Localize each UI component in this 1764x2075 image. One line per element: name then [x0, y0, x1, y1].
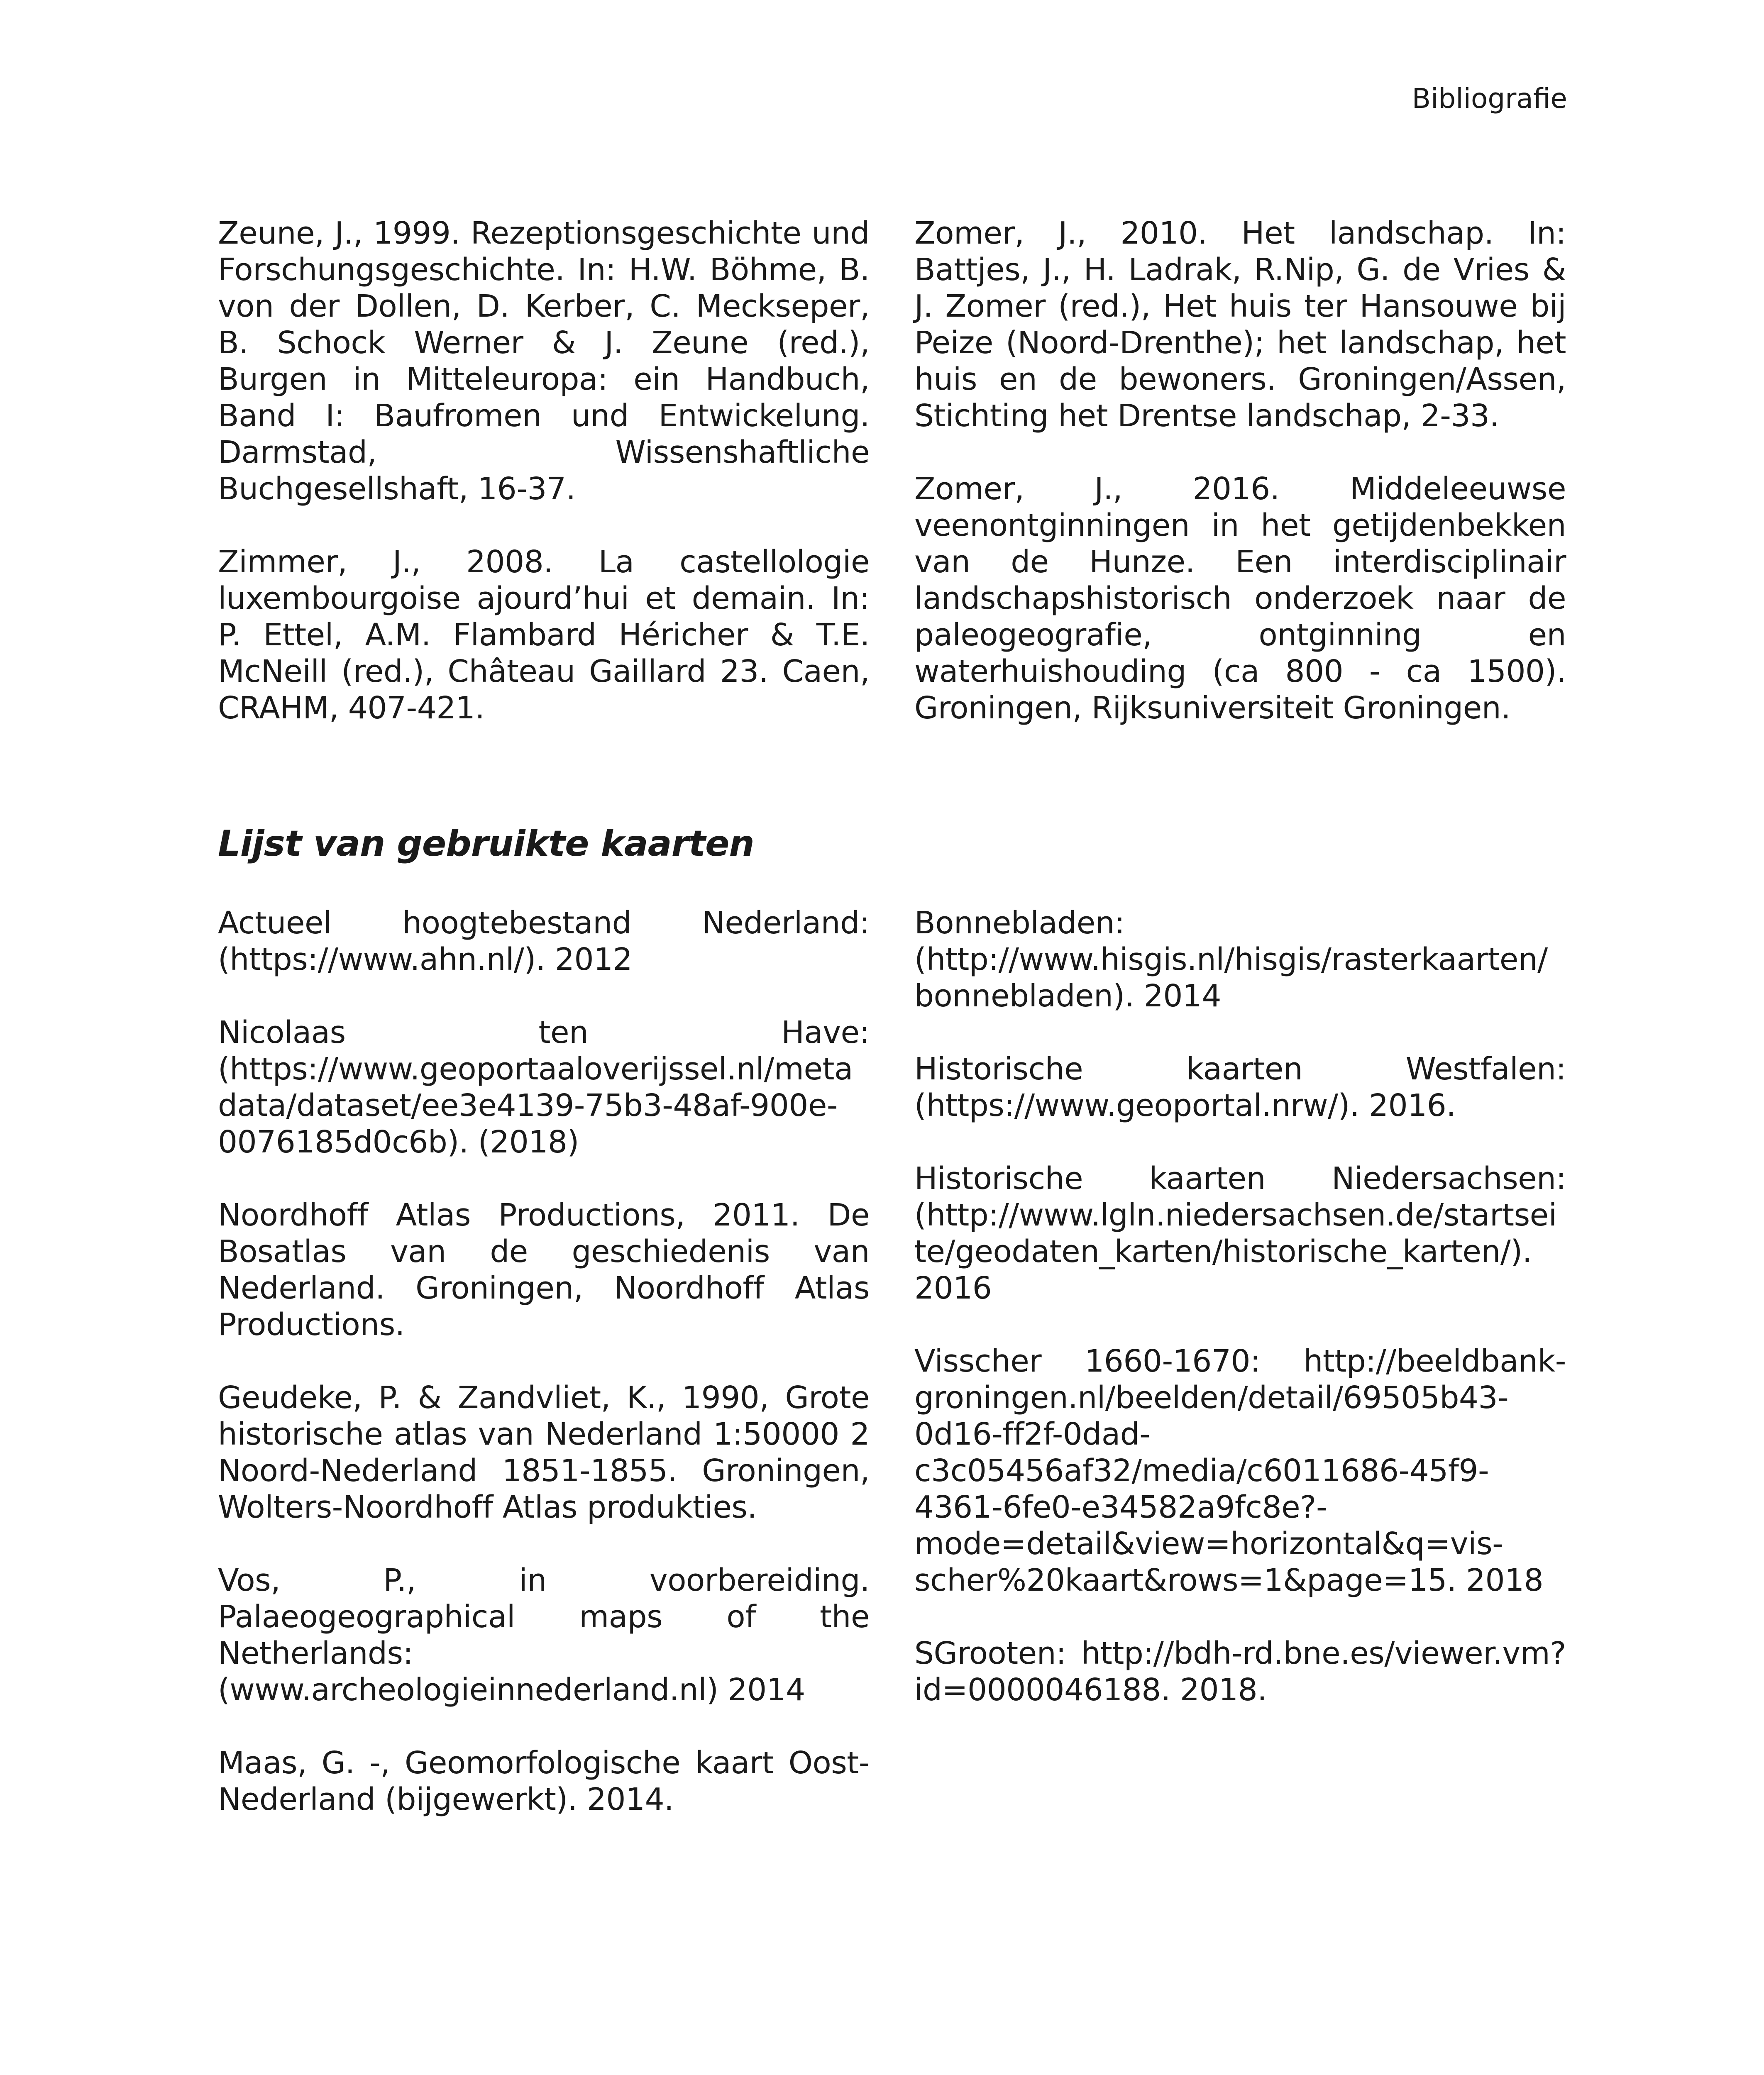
- map-entry: Noordhoff Atlas Productions, 2011. De Bosatlas van de geschiedenis van Nederland. Groningen, Noordhoff Atlas Productions.: [218, 1197, 870, 1343]
- map-entry: Vos, P., in voorbereiding. Palaeogeographical maps of the Netherlands: (www.archeologieinnederland.nl) 2014: [218, 1562, 870, 1708]
- bibliography-column-left: [218, 215, 870, 763]
- map-entry: Geudeke, P. & Zandvliet, K., 1990, Grote historische atlas van Nederland 1:50000 2 Noord-Nederland 1851-1855. Groningen, Wolters-Noordhoff Atlas produkties.: [218, 1380, 870, 1525]
- running-head: Bibliografie: [1412, 83, 1567, 115]
- maps-column-left: [218, 905, 870, 1854]
- map-entry: SGrooten: http://bdh-rd.bne.es/viewer.vm?id=0000046188. 2018.: [914, 1636, 1566, 1708]
- map-entry: Historische kaarten Niedersachsen: (http://www.lgln.niedersachsen.de/startseite/geodaten_karten/historische_karten/). 2016: [914, 1161, 1566, 1306]
- map-entry: Actueel hoogtebestand Nederland: (https://www.ahn.nl/). 2012: [218, 905, 870, 977]
- map-entry: Bonnebladen: (http://www.hisgis.nl/hisgis/rasterkaarten/bonnebladen). 2014: [914, 905, 1548, 1014]
- map-entry: Nicolaas ten Have: (https://www.geoportaaloverijssel.nl/metadata/dataset/ee3e4139-75b3-48af-900e-0076185d0c6b). (2018): [218, 1015, 870, 1160]
- map-entry: Visscher 1660-1670: http://beeldbank-groningen.nl/beelden/detail/69505b43-0d16-ff2f-0dad-c3c05456af32/media/c6011686-45f9-4361-6fe0-e34582a9fc8e?-mode=detail&view=horizontal&q=vis-scher%20kaart&rows=1&page=15. 2018: [914, 1343, 1566, 1598]
- bibliography-column-right: [914, 215, 1566, 763]
- map-entry: Historische kaarten Westfalen: (https://www.geoportal.nrw/). 2016.: [914, 1051, 1566, 1123]
- bibliography-entry: Zomer, J., 2010. Het landschap. In: Battjes, J., H. Ladrak, R.Nip, G. de Vries & J. Zomer (red.), Het huis ter Hansouwe bij Peize (Noord-Drenthe); het landschap, het huis en de bewoners. Groningen/Assen, Stichting het Drentse landschap, 2-33.: [914, 215, 1566, 434]
- map-entry: Maas, G. -, Geomorfologische kaart Oost-Nederland (bijgewerkt). 2014.: [218, 1745, 870, 1817]
- section-heading: Lijst van gebruikte kaarten: [218, 823, 754, 864]
- bibliography-entry: Zomer, J., 2016. Middeleeuwse veenontginningen in het getijdenbekken van de Hunze. Een interdisciplinair landschapshistorisch onderzoek naar de paleogeografie, ontginning en waterhuishouding (ca 800 - ca 1500). Groningen, Rijksuniversiteit Groningen.: [914, 471, 1566, 726]
- bibliography-entry: Zeune, J., 1999. Rezeptionsgeschichte und Forschungsgeschichte. In: H.W. Böhme, B. von der Dollen, D. Kerber, C. Meckseper, B. Schock Werner & J. Zeune (red.), Burgen in Mitteleuropa: ein Handbuch, Band I: Baufromen und Entwickelung. Darmstad, Wissenshaftliche Buchgesellshaft, 16-37.: [218, 215, 870, 507]
- bibliography-entry: Zimmer, J., 2008. La castellologie luxembourgoise ajourd’hui et demain. In: P. Ettel, A.M. Flambard Héricher & T.E. McNeill (red.), Château Gaillard 23. Caen, CRAHM, 407-421.: [218, 544, 870, 726]
- maps-column-right: [914, 905, 1566, 1745]
